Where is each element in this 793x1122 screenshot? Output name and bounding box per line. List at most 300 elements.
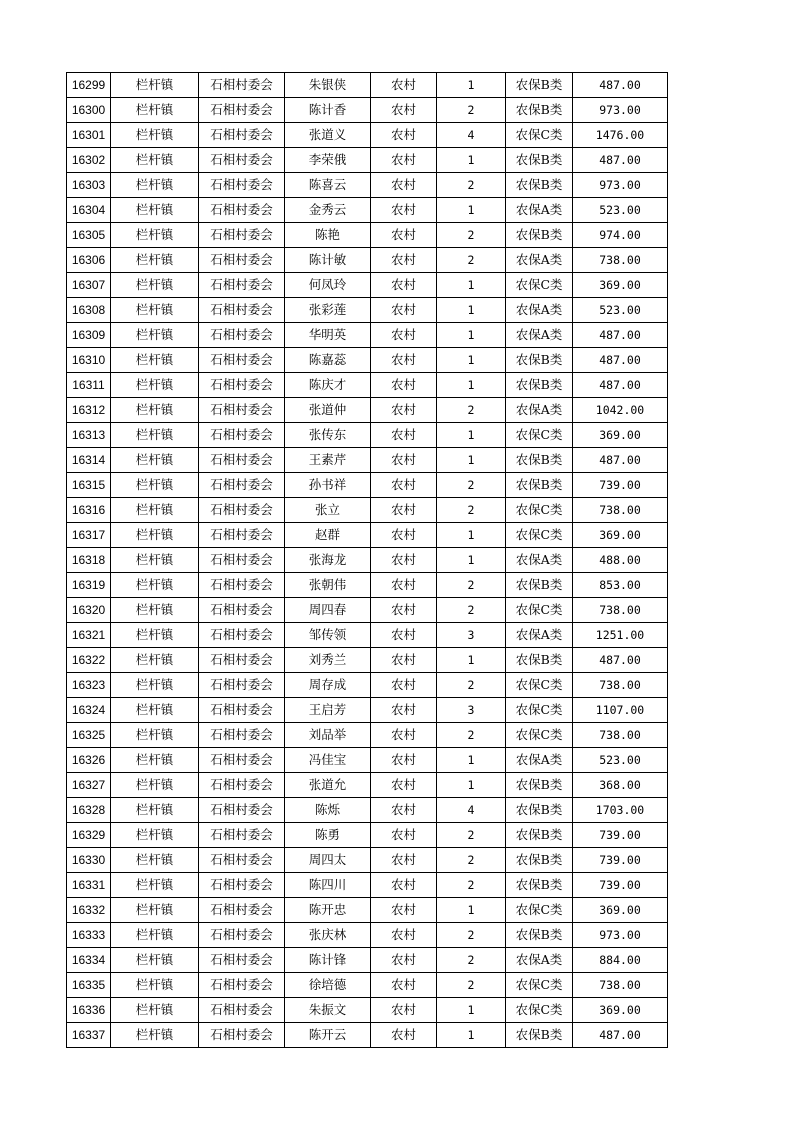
- amount-cell: 368.00: [573, 773, 668, 798]
- insurance-category-cell: 农保C类: [506, 723, 573, 748]
- village-committee-cell: 石相村委会: [199, 998, 285, 1023]
- amount-cell: 738.00: [573, 598, 668, 623]
- area-type-cell: 农村: [371, 723, 437, 748]
- insurance-category-cell: 农保B类: [506, 823, 573, 848]
- amount-cell: 973.00: [573, 923, 668, 948]
- person-name-cell: 华明英: [285, 323, 371, 348]
- person-name-cell: 朱银侠: [285, 73, 371, 98]
- village-committee-cell: 石相村委会: [199, 373, 285, 398]
- record-id-cell: 16335: [67, 973, 111, 998]
- person-name-cell: 刘秀兰: [285, 648, 371, 673]
- village-committee-cell: 石相村委会: [199, 248, 285, 273]
- town-cell: 栏杆镇: [111, 198, 199, 223]
- amount-cell: 487.00: [573, 448, 668, 473]
- town-cell: 栏杆镇: [111, 1023, 199, 1048]
- table-row: [67, 273, 668, 298]
- amount-cell: 973.00: [573, 98, 668, 123]
- person-name-cell: 张传东: [285, 423, 371, 448]
- table-row: [67, 798, 668, 823]
- table-row: [67, 1023, 668, 1048]
- record-id-cell: 16324: [67, 698, 111, 723]
- village-committee-cell: 石相村委会: [199, 723, 285, 748]
- record-id-cell: 16327: [67, 773, 111, 798]
- amount-cell: 487.00: [573, 648, 668, 673]
- amount-cell: 973.00: [573, 173, 668, 198]
- record-id-cell: 16325: [67, 723, 111, 748]
- table-row: [67, 123, 668, 148]
- insurance-category-cell: 农保C类: [506, 998, 573, 1023]
- person-name-cell: 张海龙: [285, 548, 371, 573]
- person-name-cell: 张朝伟: [285, 573, 371, 598]
- record-id-cell: 16309: [67, 323, 111, 348]
- area-type-cell: 农村: [371, 848, 437, 873]
- person-name-cell: 陈开忠: [285, 898, 371, 923]
- household-count-cell: 2: [437, 223, 506, 248]
- insurance-category-cell: 农保B类: [506, 848, 573, 873]
- amount-cell: 1476.00: [573, 123, 668, 148]
- town-cell: 栏杆镇: [111, 973, 199, 998]
- household-count-cell: 2: [437, 948, 506, 973]
- person-name-cell: 张庆林: [285, 923, 371, 948]
- village-committee-cell: 石相村委会: [199, 698, 285, 723]
- area-type-cell: 农村: [371, 673, 437, 698]
- town-cell: 栏杆镇: [111, 848, 199, 873]
- record-id-cell: 16322: [67, 648, 111, 673]
- table-row: [67, 98, 668, 123]
- town-cell: 栏杆镇: [111, 723, 199, 748]
- amount-cell: 738.00: [573, 973, 668, 998]
- area-type-cell: 农村: [371, 1023, 437, 1048]
- table-row: [67, 548, 668, 573]
- insurance-category-cell: 农保B类: [506, 373, 573, 398]
- household-count-cell: 1: [437, 323, 506, 348]
- table-row: [67, 748, 668, 773]
- area-type-cell: 农村: [371, 323, 437, 348]
- table-row: [67, 223, 668, 248]
- amount-cell: 739.00: [573, 473, 668, 498]
- town-cell: 栏杆镇: [111, 798, 199, 823]
- table-row: [67, 723, 668, 748]
- area-type-cell: 农村: [371, 448, 437, 473]
- amount-cell: 369.00: [573, 423, 668, 448]
- amount-cell: 523.00: [573, 748, 668, 773]
- insurance-category-cell: 农保A类: [506, 748, 573, 773]
- record-id-cell: 16308: [67, 298, 111, 323]
- village-committee-cell: 石相村委会: [199, 1023, 285, 1048]
- village-committee-cell: 石相村委会: [199, 898, 285, 923]
- amount-cell: 853.00: [573, 573, 668, 598]
- town-cell: 栏杆镇: [111, 598, 199, 623]
- amount-cell: 884.00: [573, 948, 668, 973]
- area-type-cell: 农村: [371, 898, 437, 923]
- amount-cell: 523.00: [573, 198, 668, 223]
- roster-table: [66, 72, 668, 1048]
- person-name-cell: 陈计香: [285, 98, 371, 123]
- amount-cell: 1042.00: [573, 398, 668, 423]
- town-cell: 栏杆镇: [111, 473, 199, 498]
- household-count-cell: 2: [437, 473, 506, 498]
- person-name-cell: 张道仲: [285, 398, 371, 423]
- area-type-cell: 农村: [371, 648, 437, 673]
- town-cell: 栏杆镇: [111, 98, 199, 123]
- village-committee-cell: 石相村委会: [199, 973, 285, 998]
- area-type-cell: 农村: [371, 98, 437, 123]
- record-id-cell: 16319: [67, 573, 111, 598]
- record-id-cell: 16333: [67, 923, 111, 948]
- amount-cell: 488.00: [573, 548, 668, 573]
- insurance-category-cell: 农保B类: [506, 148, 573, 173]
- record-id-cell: 16318: [67, 548, 111, 573]
- table-row: [67, 73, 668, 98]
- village-committee-cell: 石相村委会: [199, 198, 285, 223]
- insurance-category-cell: 农保C类: [506, 123, 573, 148]
- record-id-cell: 16305: [67, 223, 111, 248]
- area-type-cell: 农村: [371, 923, 437, 948]
- town-cell: 栏杆镇: [111, 623, 199, 648]
- insurance-category-cell: 农保B类: [506, 98, 573, 123]
- person-name-cell: 何凤玲: [285, 273, 371, 298]
- insurance-category-cell: 农保B类: [506, 173, 573, 198]
- village-committee-cell: 石相村委会: [199, 598, 285, 623]
- village-committee-cell: 石相村委会: [199, 273, 285, 298]
- amount-cell: 523.00: [573, 298, 668, 323]
- person-name-cell: 陈艳: [285, 223, 371, 248]
- household-count-cell: 2: [437, 248, 506, 273]
- amount-cell: 974.00: [573, 223, 668, 248]
- village-committee-cell: 石相村委会: [199, 73, 285, 98]
- table-row: [67, 898, 668, 923]
- person-name-cell: 张道义: [285, 123, 371, 148]
- insurance-category-cell: 农保A类: [506, 623, 573, 648]
- person-name-cell: 孙书祥: [285, 473, 371, 498]
- area-type-cell: 农村: [371, 823, 437, 848]
- table-row: [67, 823, 668, 848]
- town-cell: 栏杆镇: [111, 573, 199, 598]
- area-type-cell: 农村: [371, 548, 437, 573]
- household-count-cell: 1: [437, 648, 506, 673]
- table-row: [67, 648, 668, 673]
- record-id-cell: 16320: [67, 598, 111, 623]
- town-cell: 栏杆镇: [111, 73, 199, 98]
- record-id-cell: 16321: [67, 623, 111, 648]
- household-count-cell: 2: [437, 848, 506, 873]
- village-committee-cell: 石相村委会: [199, 648, 285, 673]
- town-cell: 栏杆镇: [111, 323, 199, 348]
- town-cell: 栏杆镇: [111, 348, 199, 373]
- town-cell: 栏杆镇: [111, 373, 199, 398]
- record-id-cell: 16304: [67, 198, 111, 223]
- insurance-category-cell: 农保B类: [506, 1023, 573, 1048]
- insurance-category-cell: 农保C类: [506, 673, 573, 698]
- table-row: [67, 923, 668, 948]
- village-committee-cell: 石相村委会: [199, 748, 285, 773]
- insurance-category-cell: 农保B类: [506, 473, 573, 498]
- household-count-cell: 2: [437, 873, 506, 898]
- insurance-category-cell: 农保A类: [506, 398, 573, 423]
- village-committee-cell: 石相村委会: [199, 773, 285, 798]
- table-row: [67, 998, 668, 1023]
- amount-cell: 487.00: [573, 73, 668, 98]
- household-count-cell: 2: [437, 923, 506, 948]
- household-count-cell: 2: [437, 823, 506, 848]
- roster-table-body: [67, 73, 668, 1048]
- record-id-cell: 16337: [67, 1023, 111, 1048]
- village-committee-cell: 石相村委会: [199, 223, 285, 248]
- table-row: [67, 873, 668, 898]
- household-count-cell: 1: [437, 148, 506, 173]
- town-cell: 栏杆镇: [111, 448, 199, 473]
- household-count-cell: 2: [437, 673, 506, 698]
- person-name-cell: 邹传领: [285, 623, 371, 648]
- area-type-cell: 农村: [371, 748, 437, 773]
- household-count-cell: 4: [437, 123, 506, 148]
- insurance-category-cell: 农保C类: [506, 898, 573, 923]
- person-name-cell: 陈喜云: [285, 173, 371, 198]
- village-committee-cell: 石相村委会: [199, 148, 285, 173]
- record-id-cell: 16328: [67, 798, 111, 823]
- person-name-cell: 王素芹: [285, 448, 371, 473]
- area-type-cell: 农村: [371, 273, 437, 298]
- table-row: [67, 198, 668, 223]
- insurance-category-cell: 农保B类: [506, 348, 573, 373]
- amount-cell: 369.00: [573, 998, 668, 1023]
- household-count-cell: 1: [437, 548, 506, 573]
- table-row: [67, 448, 668, 473]
- area-type-cell: 农村: [371, 73, 437, 98]
- household-count-cell: 2: [437, 173, 506, 198]
- area-type-cell: 农村: [371, 248, 437, 273]
- person-name-cell: 陈嘉蕊: [285, 348, 371, 373]
- area-type-cell: 农村: [371, 598, 437, 623]
- insurance-category-cell: 农保A类: [506, 198, 573, 223]
- town-cell: 栏杆镇: [111, 548, 199, 573]
- record-id-cell: 16329: [67, 823, 111, 848]
- town-cell: 栏杆镇: [111, 273, 199, 298]
- area-type-cell: 农村: [371, 173, 437, 198]
- person-name-cell: 冯佳宝: [285, 748, 371, 773]
- town-cell: 栏杆镇: [111, 148, 199, 173]
- insurance-category-cell: 农保B类: [506, 873, 573, 898]
- record-id-cell: 16314: [67, 448, 111, 473]
- record-id-cell: 16334: [67, 948, 111, 973]
- person-name-cell: 王启芳: [285, 698, 371, 723]
- insurance-category-cell: 农保B类: [506, 798, 573, 823]
- record-id-cell: 16303: [67, 173, 111, 198]
- village-committee-cell: 石相村委会: [199, 823, 285, 848]
- table-row: [67, 673, 668, 698]
- insurance-category-cell: 农保A类: [506, 948, 573, 973]
- record-id-cell: 16316: [67, 498, 111, 523]
- person-name-cell: 陈开云: [285, 1023, 371, 1048]
- record-id-cell: 16307: [67, 273, 111, 298]
- insurance-category-cell: 农保C类: [506, 498, 573, 523]
- person-name-cell: 李荣俄: [285, 148, 371, 173]
- village-committee-cell: 石相村委会: [199, 573, 285, 598]
- insurance-category-cell: 农保C类: [506, 423, 573, 448]
- table-row: [67, 698, 668, 723]
- amount-cell: 487.00: [573, 373, 668, 398]
- town-cell: 栏杆镇: [111, 698, 199, 723]
- area-type-cell: 农村: [371, 873, 437, 898]
- household-count-cell: 3: [437, 623, 506, 648]
- amount-cell: 738.00: [573, 498, 668, 523]
- table-row: [67, 298, 668, 323]
- area-type-cell: 农村: [371, 573, 437, 598]
- household-count-cell: 2: [437, 498, 506, 523]
- person-name-cell: 周四春: [285, 598, 371, 623]
- record-id-cell: 16302: [67, 148, 111, 173]
- area-type-cell: 农村: [371, 698, 437, 723]
- amount-cell: 1107.00: [573, 698, 668, 723]
- household-count-cell: 2: [437, 573, 506, 598]
- table-row: [67, 773, 668, 798]
- person-name-cell: 徐培德: [285, 973, 371, 998]
- amount-cell: 738.00: [573, 673, 668, 698]
- area-type-cell: 农村: [371, 373, 437, 398]
- table-row: [67, 948, 668, 973]
- area-type-cell: 农村: [371, 398, 437, 423]
- person-name-cell: 朱振文: [285, 998, 371, 1023]
- area-type-cell: 农村: [371, 798, 437, 823]
- household-count-cell: 1: [437, 198, 506, 223]
- area-type-cell: 农村: [371, 348, 437, 373]
- town-cell: 栏杆镇: [111, 398, 199, 423]
- insurance-category-cell: 农保A类: [506, 548, 573, 573]
- table-row: [67, 498, 668, 523]
- town-cell: 栏杆镇: [111, 523, 199, 548]
- household-count-cell: 2: [437, 98, 506, 123]
- area-type-cell: 农村: [371, 298, 437, 323]
- area-type-cell: 农村: [371, 623, 437, 648]
- insurance-category-cell: 农保C类: [506, 598, 573, 623]
- area-type-cell: 农村: [371, 423, 437, 448]
- village-committee-cell: 石相村委会: [199, 98, 285, 123]
- amount-cell: 738.00: [573, 723, 668, 748]
- village-committee-cell: 石相村委会: [199, 848, 285, 873]
- table-row: [67, 848, 668, 873]
- village-committee-cell: 石相村委会: [199, 398, 285, 423]
- town-cell: 栏杆镇: [111, 923, 199, 948]
- village-committee-cell: 石相村委会: [199, 448, 285, 473]
- household-count-cell: 2: [437, 723, 506, 748]
- village-committee-cell: 石相村委会: [199, 873, 285, 898]
- person-name-cell: 陈四川: [285, 873, 371, 898]
- household-count-cell: 1: [437, 898, 506, 923]
- person-name-cell: 刘品举: [285, 723, 371, 748]
- table-row: [67, 248, 668, 273]
- household-count-cell: 1: [437, 998, 506, 1023]
- table-row: [67, 473, 668, 498]
- town-cell: 栏杆镇: [111, 498, 199, 523]
- insurance-category-cell: 农保B类: [506, 773, 573, 798]
- town-cell: 栏杆镇: [111, 823, 199, 848]
- amount-cell: 487.00: [573, 1023, 668, 1048]
- person-name-cell: 金秀云: [285, 198, 371, 223]
- person-name-cell: 周存成: [285, 673, 371, 698]
- area-type-cell: 农村: [371, 998, 437, 1023]
- village-committee-cell: 石相村委会: [199, 623, 285, 648]
- household-count-cell: 1: [437, 373, 506, 398]
- village-committee-cell: 石相村委会: [199, 798, 285, 823]
- insurance-category-cell: 农保B类: [506, 73, 573, 98]
- record-id-cell: 16326: [67, 748, 111, 773]
- record-id-cell: 16313: [67, 423, 111, 448]
- table-row: [67, 398, 668, 423]
- insurance-category-cell: 农保B类: [506, 448, 573, 473]
- village-committee-cell: 石相村委会: [199, 948, 285, 973]
- amount-cell: 1251.00: [573, 623, 668, 648]
- table-row: [67, 348, 668, 373]
- town-cell: 栏杆镇: [111, 748, 199, 773]
- household-count-cell: 1: [437, 1023, 506, 1048]
- record-id-cell: 16317: [67, 523, 111, 548]
- town-cell: 栏杆镇: [111, 948, 199, 973]
- household-count-cell: 1: [437, 298, 506, 323]
- table-row: [67, 973, 668, 998]
- town-cell: 栏杆镇: [111, 773, 199, 798]
- town-cell: 栏杆镇: [111, 423, 199, 448]
- household-count-cell: 4: [437, 798, 506, 823]
- insurance-category-cell: 农保A类: [506, 248, 573, 273]
- village-committee-cell: 石相村委会: [199, 423, 285, 448]
- village-committee-cell: 石相村委会: [199, 348, 285, 373]
- record-id-cell: 16336: [67, 998, 111, 1023]
- household-count-cell: 2: [437, 973, 506, 998]
- village-committee-cell: 石相村委会: [199, 298, 285, 323]
- amount-cell: 738.00: [573, 248, 668, 273]
- village-committee-cell: 石相村委会: [199, 173, 285, 198]
- town-cell: 栏杆镇: [111, 298, 199, 323]
- household-count-cell: 2: [437, 598, 506, 623]
- household-count-cell: 1: [437, 748, 506, 773]
- village-committee-cell: 石相村委会: [199, 123, 285, 148]
- insurance-category-cell: 农保B类: [506, 923, 573, 948]
- insurance-category-cell: 农保B类: [506, 573, 573, 598]
- household-count-cell: 2: [437, 398, 506, 423]
- amount-cell: 369.00: [573, 898, 668, 923]
- village-committee-cell: 石相村委会: [199, 923, 285, 948]
- area-type-cell: 农村: [371, 148, 437, 173]
- amount-cell: 487.00: [573, 348, 668, 373]
- household-count-cell: 3: [437, 698, 506, 723]
- area-type-cell: 农村: [371, 498, 437, 523]
- table-row: [67, 523, 668, 548]
- insurance-category-cell: 农保C类: [506, 973, 573, 998]
- person-name-cell: 陈勇: [285, 823, 371, 848]
- village-committee-cell: 石相村委会: [199, 498, 285, 523]
- record-id-cell: 16315: [67, 473, 111, 498]
- table-row: [67, 148, 668, 173]
- record-id-cell: 16331: [67, 873, 111, 898]
- household-count-cell: 1: [437, 773, 506, 798]
- record-id-cell: 16323: [67, 673, 111, 698]
- person-name-cell: 张道允: [285, 773, 371, 798]
- town-cell: 栏杆镇: [111, 898, 199, 923]
- household-count-cell: 1: [437, 423, 506, 448]
- town-cell: 栏杆镇: [111, 673, 199, 698]
- household-count-cell: 1: [437, 348, 506, 373]
- town-cell: 栏杆镇: [111, 173, 199, 198]
- area-type-cell: 农村: [371, 523, 437, 548]
- table-row: [67, 598, 668, 623]
- village-committee-cell: 石相村委会: [199, 673, 285, 698]
- record-id-cell: 16299: [67, 73, 111, 98]
- area-type-cell: 农村: [371, 473, 437, 498]
- insurance-category-cell: 农保C类: [506, 273, 573, 298]
- town-cell: 栏杆镇: [111, 648, 199, 673]
- village-committee-cell: 石相村委会: [199, 323, 285, 348]
- town-cell: 栏杆镇: [111, 248, 199, 273]
